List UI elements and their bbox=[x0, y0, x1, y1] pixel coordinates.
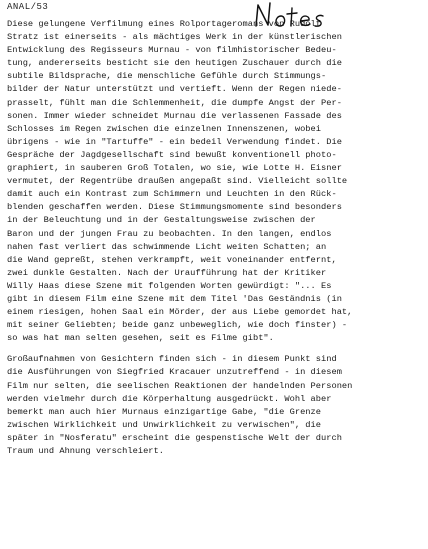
text-line: Baron und der jungen Frau zu beobachten. In den langen, endlos bbox=[7, 228, 332, 239]
text-line: Großaufnahmen von Gesichtern finden sich - in diesem Punkt sind bbox=[7, 354, 337, 365]
text-line: mit seiner Geliebten; beide ganz unbeweglich, wie doch finster) - bbox=[7, 320, 348, 331]
text-line: Schlosses im Regen zwischen die einzelnen Innenszenen, wobei bbox=[7, 123, 322, 134]
text-line: einem riesigen, hohen Saal ein Mörder, der aus Liebe gemordet hat, bbox=[7, 307, 353, 318]
text-line: gibt in diesem Film eine Szene mit dem Titel 'Das Geständnis (in bbox=[7, 293, 342, 304]
text-line: Traum und Ahnung verschleiert. bbox=[7, 446, 165, 456]
text-line: Entwicklung des Regisseurs Murnau - von filmhistorischer Bedeu- bbox=[7, 45, 337, 56]
text-line: die Wand gepreßt, stehen verkrampft, weit voneinander entfernt, bbox=[7, 254, 337, 265]
text-line: in der Beleuchtung und in der Gestaltungsweise zwischen der bbox=[7, 215, 316, 226]
text-line: die Ausführungen von Siegfried Kracauer unzutreffend - in diesem bbox=[7, 367, 342, 378]
text-line: nahen fast verliert das schwimmende Licht weiten Schatten; an bbox=[7, 241, 327, 252]
text-line: tung, andererseits besticht sie den heutigen Zuschauer durch die bbox=[7, 58, 342, 69]
text-line: zwei dunkle Gestalten. Nach der Uraufführung hat der Kritiker bbox=[7, 267, 327, 278]
text-line: bemerkt man auch hier Murnaus einzigartige Gabe, "die Grenze bbox=[7, 406, 322, 417]
text-line: Willy Haas diese Szene mit folgenden Worten gewürdigt: "... Es bbox=[7, 280, 332, 291]
paragraph-2 bbox=[7, 353, 423, 458]
text-line: Stratz ist einerseits - als mächtiges Werk in der künstlerischen bbox=[7, 32, 342, 43]
text-line: prasselt, fühlt man die Schlemmenheit, die dumpfe Angst der Per- bbox=[7, 97, 342, 108]
text-line: sonen. Immer wieder schneidet Murnau die verlassenen Fassade des bbox=[7, 110, 342, 121]
text-line: Diese gelungene Verfilmung eines Rolportageromans von Rudolf bbox=[7, 19, 322, 29]
text-line: bilder der Natur unterstützt und vertieft. Wenn der Regen niede- bbox=[7, 84, 342, 95]
text-line: damit auch ein Kontrast zum Schimmern und Leuchten in den Rück- bbox=[7, 189, 337, 200]
document-code: ANAL/53 bbox=[7, 2, 49, 12]
text-line: übrigens - wie in "Tartuffe" - ein bedeil Verwendung findet. Die bbox=[7, 136, 342, 147]
text-line: graphiert, in sauberen Groß Totalen, wo sie, wie Lotte H. Eisner bbox=[7, 163, 342, 174]
text-line: subtile Bildsprache, die menschliche Gefühle durch Stimmungs- bbox=[7, 71, 327, 82]
text-line: blenden geschaffen werden. Diese Stimmungsmomente sind besonders bbox=[7, 202, 342, 213]
text-line: vermutet, der Regentrübe draußen angepaßt sind. Vielleicht sollte bbox=[7, 176, 348, 187]
text-line: Gespräche der Jagdgesellschaft sind bewußt konventionell photo- bbox=[7, 149, 337, 160]
text-line: zwischen Wirklichkeit und Unwirklichkeit zu verwischen", die bbox=[7, 419, 322, 430]
text-line: Film nur selten, die seelischen Reaktionen der handelnden Personen bbox=[7, 380, 353, 391]
paragraph-1 bbox=[7, 18, 423, 345]
text-line: so was hat man selten gesehen, seit es Filme gibt". bbox=[7, 333, 274, 344]
text-line: werden vielmehr durch die Körperhaltung ausgedrückt. Wohl aber bbox=[7, 393, 332, 404]
text-line: später in "Nosferatu" erscheint die gespenstische Welt der durch bbox=[7, 432, 342, 443]
paragraph-gap bbox=[7, 345, 423, 353]
document-body bbox=[7, 18, 423, 458]
